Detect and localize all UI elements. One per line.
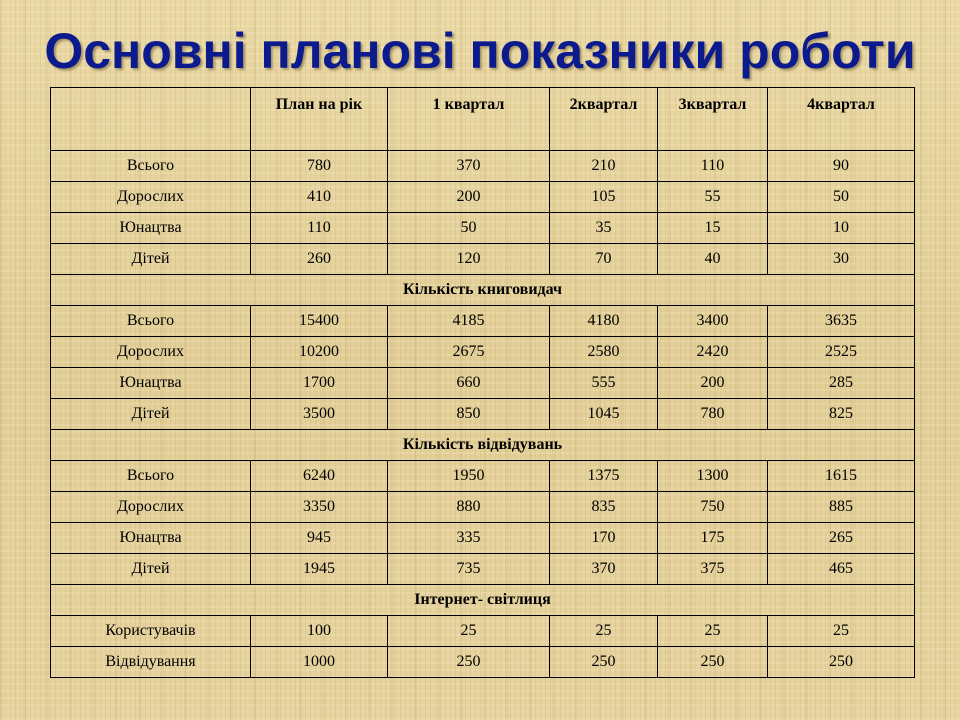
table-cell: 15 <box>658 213 768 244</box>
table-cell: 265 <box>768 523 915 554</box>
row-label: Всього <box>51 306 251 337</box>
table-cell: 4185 <box>388 306 550 337</box>
table-cell: 4180 <box>550 306 658 337</box>
table-cell: 35 <box>550 213 658 244</box>
column-header-year-plan: План на рік <box>251 88 388 151</box>
table-row <box>51 213 915 244</box>
table-cell: 100 <box>251 616 388 647</box>
table-cell: 3500 <box>251 399 388 430</box>
table-body <box>51 151 915 678</box>
table-cell: 780 <box>658 399 768 430</box>
column-header-q1: 1 квартал <box>388 88 550 151</box>
table-cell: 1945 <box>251 554 388 585</box>
table-cell: 1950 <box>388 461 550 492</box>
table-cell: 260 <box>251 244 388 275</box>
row-label: Дорослих <box>51 182 251 213</box>
table-cell: 880 <box>388 492 550 523</box>
table-cell: 110 <box>251 213 388 244</box>
column-header-q4: 4квартал <box>768 88 915 151</box>
section-header-row <box>51 585 915 616</box>
table-cell: 15400 <box>251 306 388 337</box>
table-cell: 50 <box>768 182 915 213</box>
table-row <box>51 616 915 647</box>
table-cell: 1700 <box>251 368 388 399</box>
row-label: Користувачів <box>51 616 251 647</box>
table-cell: 105 <box>550 182 658 213</box>
table-row <box>51 182 915 213</box>
table-cell: 3350 <box>251 492 388 523</box>
table-row <box>51 368 915 399</box>
table-row <box>51 399 915 430</box>
section-header-row <box>51 275 915 306</box>
table-cell: 3400 <box>658 306 768 337</box>
plan-indicators-table <box>50 87 915 678</box>
table-cell: 40 <box>658 244 768 275</box>
table-cell: 120 <box>388 244 550 275</box>
table-cell: 2420 <box>658 337 768 368</box>
column-header-q3: 3квартал <box>658 88 768 151</box>
table-cell: 945 <box>251 523 388 554</box>
table-cell: 3635 <box>768 306 915 337</box>
table-cell: 25 <box>388 616 550 647</box>
row-label: Дітей <box>51 399 251 430</box>
table-cell: 825 <box>768 399 915 430</box>
page-title: Основні планові показники роботи <box>44 23 916 79</box>
table-row <box>51 337 915 368</box>
table-cell: 2675 <box>388 337 550 368</box>
table-cell: 200 <box>388 182 550 213</box>
table-cell: 370 <box>388 151 550 182</box>
table-cell: 850 <box>388 399 550 430</box>
table-cell: 10 <box>768 213 915 244</box>
table-row <box>51 492 915 523</box>
table-cell: 200 <box>658 368 768 399</box>
row-label: Відвідування <box>51 647 251 678</box>
table-cell: 335 <box>388 523 550 554</box>
table-cell: 2525 <box>768 337 915 368</box>
row-label: Юнацтва <box>51 213 251 244</box>
row-label: Дітей <box>51 554 251 585</box>
table-cell: 1375 <box>550 461 658 492</box>
table-cell: 170 <box>550 523 658 554</box>
section-title: Кількість книговидач <box>51 275 915 306</box>
table-cell: 110 <box>658 151 768 182</box>
table-cell: 835 <box>550 492 658 523</box>
table-cell: 6240 <box>251 461 388 492</box>
table-cell: 90 <box>768 151 915 182</box>
row-label: Всього <box>51 151 251 182</box>
table-cell: 285 <box>768 368 915 399</box>
table-cell: 780 <box>251 151 388 182</box>
table-header-row <box>51 88 915 151</box>
table-cell: 250 <box>768 647 915 678</box>
table-cell: 10200 <box>251 337 388 368</box>
table-cell: 70 <box>550 244 658 275</box>
row-label: Дорослих <box>51 492 251 523</box>
table-row <box>51 151 915 182</box>
section-header-row <box>51 430 915 461</box>
table-cell: 555 <box>550 368 658 399</box>
table-cell: 250 <box>388 647 550 678</box>
table-cell: 660 <box>388 368 550 399</box>
table-cell: 410 <box>251 182 388 213</box>
table-row <box>51 306 915 337</box>
table-row <box>51 461 915 492</box>
table-cell: 735 <box>388 554 550 585</box>
row-label: Дорослих <box>51 337 251 368</box>
table-cell: 465 <box>768 554 915 585</box>
section-title: Кількість відвідувань <box>51 430 915 461</box>
table-cell: 1300 <box>658 461 768 492</box>
corner-cell <box>51 88 251 151</box>
row-label: Юнацтва <box>51 368 251 399</box>
table-cell: 1045 <box>550 399 658 430</box>
table-cell: 1615 <box>768 461 915 492</box>
table-cell: 30 <box>768 244 915 275</box>
table-cell: 175 <box>658 523 768 554</box>
table-row <box>51 554 915 585</box>
table-cell: 210 <box>550 151 658 182</box>
row-label: Всього <box>51 461 251 492</box>
table-cell: 250 <box>658 647 768 678</box>
table-cell: 50 <box>388 213 550 244</box>
table-cell: 370 <box>550 554 658 585</box>
row-label: Дітей <box>51 244 251 275</box>
table-cell: 25 <box>658 616 768 647</box>
table-row <box>51 523 915 554</box>
table-cell: 250 <box>550 647 658 678</box>
section-title: Інтернет- світлиця <box>51 585 915 616</box>
table-cell: 375 <box>658 554 768 585</box>
table-row <box>51 647 915 678</box>
table-cell: 1000 <box>251 647 388 678</box>
table-cell: 885 <box>768 492 915 523</box>
row-label: Юнацтва <box>51 523 251 554</box>
table-cell: 25 <box>768 616 915 647</box>
table-row <box>51 244 915 275</box>
table-cell: 750 <box>658 492 768 523</box>
table-cell: 2580 <box>550 337 658 368</box>
table-cell: 25 <box>550 616 658 647</box>
table-cell: 55 <box>658 182 768 213</box>
column-header-q2: 2квартал <box>550 88 658 151</box>
